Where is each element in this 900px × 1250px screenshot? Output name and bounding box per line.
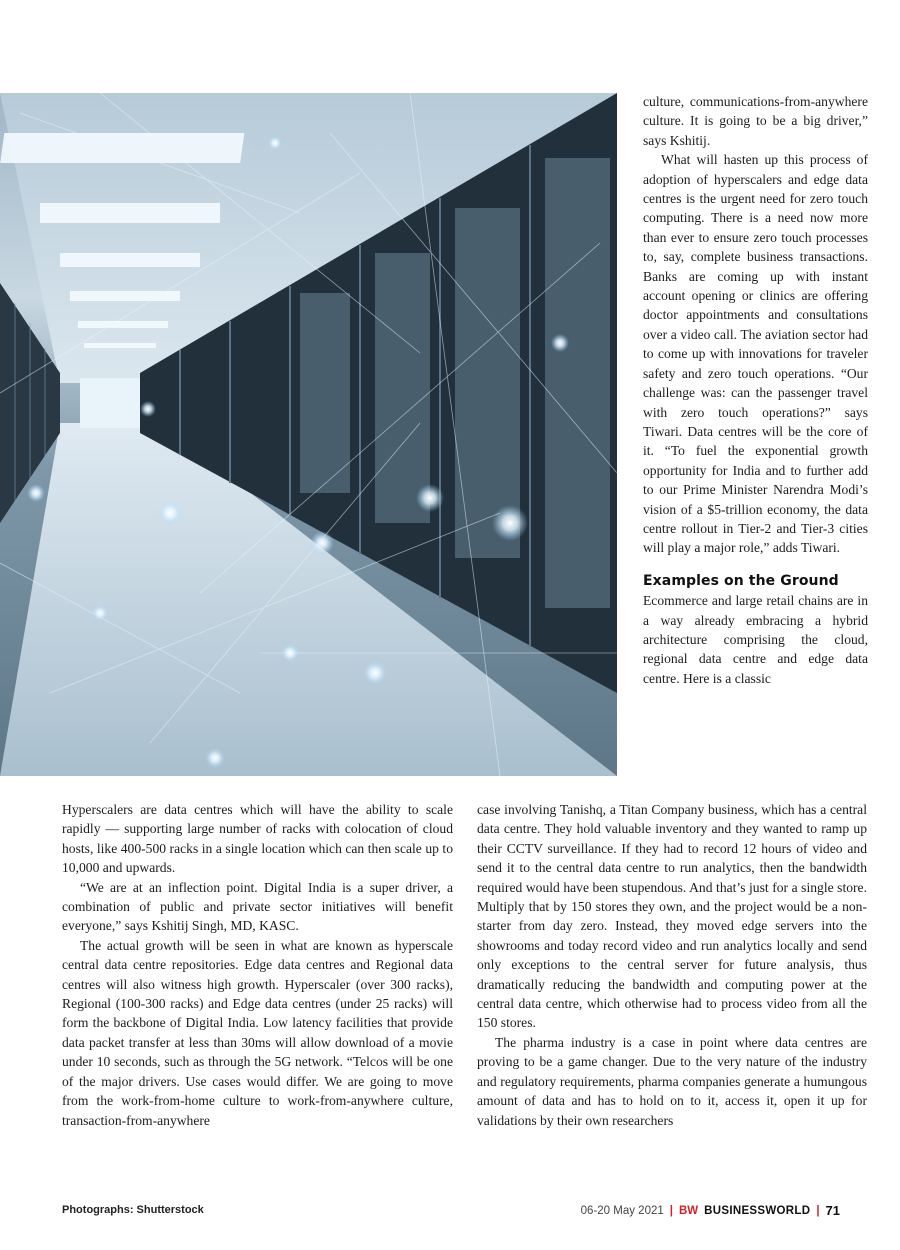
server-aisle-illustration	[0, 93, 617, 776]
issue-date: 06-20 May 2021	[580, 1204, 664, 1217]
right-paragraph-1: culture, communications-from-anywhere culture. It is going to be a big driver,” says Kshitij.	[643, 94, 868, 148]
left-paragraph-1: Hyperscalers are data centres which will have the ability to scale rapidly — supporting large number of racks with colocation of cloud hosts, like 400-500 racks in a single location which can then scale up to 10,000 and upwards.	[62, 802, 453, 876]
right-paragraph-2: What will hasten up this process of adoption of hyperscalers and edge data centres is the urgent need for zero touch computing. There is a need now more than ever to ensure zero touch processes to, say, complete business transactions. Banks are coming up with instant account opening or clinics are offering doctor appointments and consultations over a video call. The aviation sector had to come up with innovations for traveler safety and zero touch operations. “Our challenge was: can the passenger travel with zero touch operations?” says Tiwari. Data centres will be the core of it. “To fuel the exponential growth opportunity for India and to further add to our Prime Minister Narendra Modi’s vision of a $5-trillion economy, the data centre rollout in Tier-2 and Tier-3 cities will play a major role,” adds Tiwari.	[643, 152, 868, 556]
footer-separator: |	[669, 1204, 673, 1217]
photo-credit: Photographs: Shutterstock	[62, 1204, 204, 1216]
left-column	[62, 800, 453, 1130]
middle-column	[477, 800, 867, 1130]
left-paragraph-3: The actual growth will be seen in what are known as hyperscale central data centre repositories. Edge data centres and Regional data centres will also witness high growth. Hyperscaler (over 300 racks), Regional (100-300 racks) and Edge data centres (under 25 racks) will form the backbone of Digital India. Low latency facilities that provide data packet transfer at less than 30ms will allow download of a movie under 10 seconds, such as through the 5G network. “Telcos will be one of the major drivers. Use cases would differ. We are going to move from the work-from-home culture to work-from-anywhere culture, transaction-from-anywhere	[62, 937, 453, 1128]
middle-paragraph-1: case involving Tanishq, a Titan Company business, which has a central data centre. They hold valuable inventory and they wanted to ramp up their CCTV surveillance. If they had to record 12 hours of video and send it to the central data centre to run analytics, then the bandwidth required would have been stupendous. And that’s just for a single store. Multiply that by 150 stores they own, and the project would be a non-starter from day zero. Instead, they moved edge servers into the showrooms and today record video and run analytics locally and send only exceptions to the central server for future analysis, thus dramatically reducing the bandwidth and computing power at the central data centre, which otherwise had to process video from all the 150 stores.	[477, 802, 867, 1031]
right-paragraph-3: Ecommerce and large retail chains are in a way already embracing a hybrid architecture comprising the cloud, regional data centre and edge data centre. Here is a classic	[643, 593, 868, 686]
left-paragraph-2: “We are at an inflection point. Digital India is a super driver, a combination of public and private sector initiatives will benefit everyone,” says Kshitij Singh, MD, KASC.	[62, 879, 453, 934]
footer-separator-2: |	[816, 1204, 820, 1217]
right-column	[643, 92, 868, 688]
page-number: 71	[825, 1203, 840, 1218]
section-subhead: Examples on the Ground	[643, 572, 839, 589]
page-footer	[581, 1203, 840, 1218]
brand-name: BUSINESSWORLD	[704, 1204, 811, 1217]
server-room-photo	[0, 93, 617, 776]
bw-logo: BW	[679, 1204, 699, 1217]
middle-paragraph-2: The pharma industry is a case in point where data centres are proving to be a game changer. Due to the very nature of the industry and regulatory requirements, pharma companies generate a humungous amount of data and has to hold on to it, access it, open it up for validations by their own researchers	[477, 1034, 867, 1128]
